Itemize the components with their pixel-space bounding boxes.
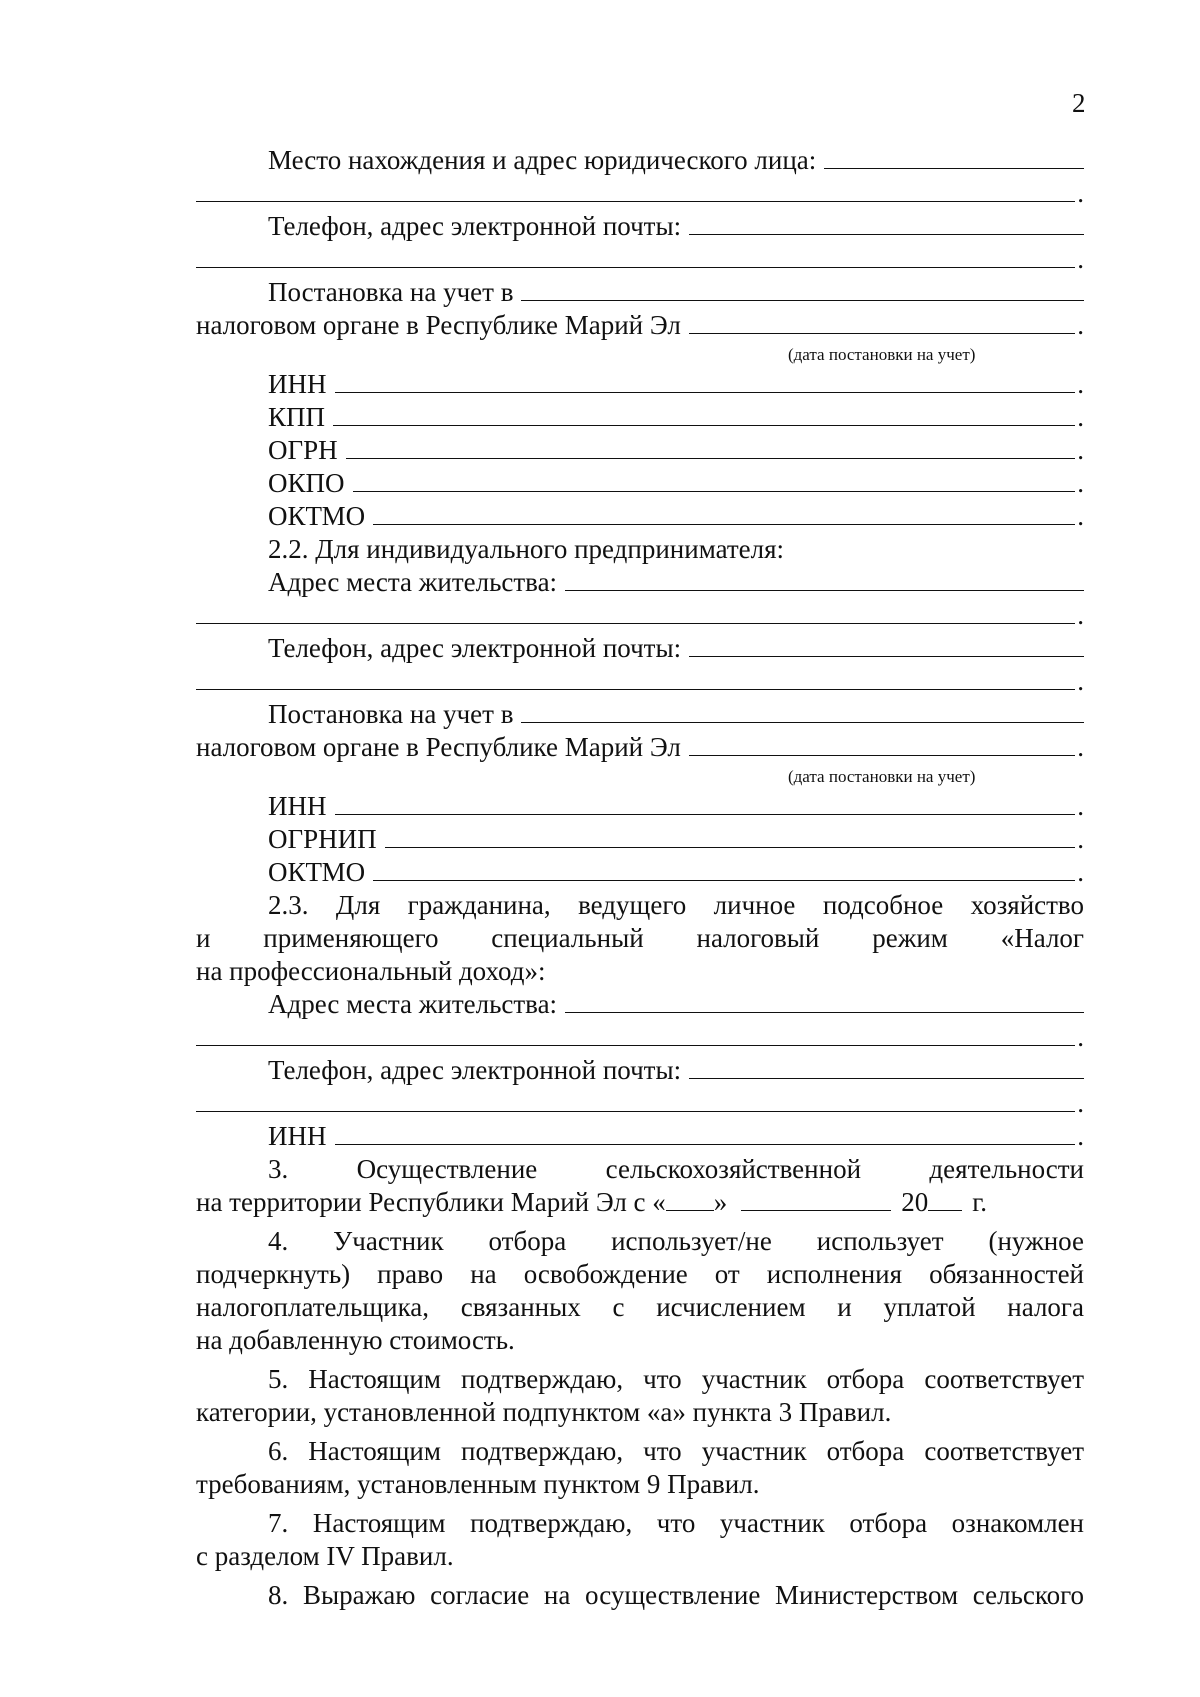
item-6-line-2: требованиям, установленным пунктом 9 Правил. <box>196 1469 760 1499</box>
le-ogrn-row: ОГРН . <box>268 435 1084 465</box>
citizen-heading-line-2: и применяющего специальный налоговый режим «Налог <box>196 923 1084 953</box>
item-4-line-2: подчеркнуть) право на освобождение от исполнения обязанностей <box>196 1259 1084 1289</box>
citizen-inn-label: ИНН <box>268 1121 327 1151</box>
le-kpp-label: КПП <box>268 402 326 432</box>
citizen-address-row-2: . <box>196 1021 1084 1054</box>
ie-taxreg-field[interactable] <box>521 700 1084 723</box>
item-7-line-2: с разделом IV Правил. <box>196 1541 454 1571</box>
le-address-field-2[interactable] <box>196 179 1075 202</box>
ie-oktmo-field[interactable] <box>373 858 1075 881</box>
ie-address-field[interactable] <box>565 568 1084 591</box>
item-3-line-1: 3. Осуществление сельскохозяйственной деятельности <box>268 1154 1084 1184</box>
le-address-row <box>196 144 1084 177</box>
citizen-phone-label: Телефон, адрес электронной почты: <box>268 1055 682 1085</box>
ie-oktmo-label: ОКТМО <box>268 857 366 887</box>
ie-taxreg-label-2: налоговом органе в Республике Марий Эл <box>196 732 681 762</box>
citizen-address-row <box>196 988 1084 1021</box>
citizen-phone-row <box>196 1054 1084 1087</box>
item-3-year-field[interactable] <box>928 1188 962 1211</box>
ie-ogrnip-row: ОГРНИП . <box>268 824 1084 854</box>
item-5-line-1: 5. Настоящим подтверждаю, что участник отбора соответствует <box>268 1364 1084 1394</box>
le-taxreg-date-field[interactable] <box>689 311 1075 334</box>
ie-oktmo-row: ОКТМО . <box>268 857 1084 887</box>
le-okpo-row: ОКПО . <box>268 468 1084 498</box>
le-phone-row-2: . <box>196 243 1084 276</box>
item-7-line-1: 7. Настоящим подтверждаю, что участник отбора ознакомлен <box>268 1508 1084 1538</box>
le-okpo-field[interactable] <box>353 469 1076 492</box>
le-taxreg-row <box>196 276 1084 309</box>
ie-phone-field-2[interactable] <box>196 667 1075 690</box>
form-body <box>196 144 1084 1612</box>
item-8-line-1: 8. Выражаю согласие на осуществление Министерством сельского <box>268 1580 1084 1610</box>
ie-address-row-2: . <box>196 599 1084 632</box>
le-address-label: Место нахождения и адрес юридического лица: <box>268 145 817 175</box>
le-ogrn-field[interactable] <box>346 436 1076 459</box>
citizen-phone-row-2: . <box>196 1087 1084 1120</box>
citizen-inn-row: ИНН . <box>268 1121 1084 1151</box>
item-3-text-a: на территории Республики Марий Эл с « <box>196 1187 666 1217</box>
le-inn-field[interactable] <box>335 370 1076 393</box>
le-oktmo-label: ОКТМО <box>268 501 366 531</box>
ie-ogrnip-field[interactable] <box>385 825 1076 848</box>
item-3-day-field[interactable] <box>666 1188 714 1211</box>
le-kpp-field[interactable] <box>333 403 1075 426</box>
le-taxreg-field[interactable] <box>521 278 1084 301</box>
ie-inn-field[interactable] <box>335 792 1076 815</box>
ie-inn-label: ИНН <box>268 791 327 821</box>
le-address-row-2: . <box>196 177 1084 210</box>
ie-taxreg-caption: (дата постановки на учет) <box>788 767 976 786</box>
le-taxreg-label: Постановка на учет в <box>268 277 514 307</box>
item-4-line-1: 4. Участник отбора использует/не использует (нужное <box>268 1226 1084 1256</box>
item-6-line-1: 6. Настоящим подтверждаю, что участник отбора соответствует <box>268 1436 1084 1466</box>
ie-phone-field[interactable] <box>689 634 1084 657</box>
ie-ogrnip-label: ОГРНИП <box>268 824 377 854</box>
ie-phone-row-2: . <box>196 665 1084 698</box>
le-taxreg-row-2: налоговом органе в Республике Марий Эл . <box>196 310 1084 340</box>
item-3-text-b: » <box>713 1187 728 1217</box>
le-inn-row: ИНН . <box>268 369 1084 399</box>
item-3-month-field[interactable] <box>741 1188 891 1211</box>
le-address-field[interactable] <box>824 146 1084 169</box>
citizen-heading-line-1: 2.3. Для гражданина, ведущего личное подсобное хозяйство <box>268 890 1084 920</box>
le-ogrn-label: ОГРН <box>268 435 338 465</box>
ie-inn-row: ИНН . <box>268 791 1084 821</box>
le-taxreg-caption: (дата постановки на учет) <box>788 345 976 364</box>
item-3-text-d: г. <box>972 1187 988 1217</box>
ie-taxreg-label: Постановка на учет в <box>268 699 514 729</box>
page-number: 2 <box>1072 88 1086 118</box>
citizen-address-field-2[interactable] <box>196 1023 1075 1046</box>
le-phone-label: Телефон, адрес электронной почты: <box>268 211 682 241</box>
le-phone-row <box>196 210 1084 243</box>
citizen-heading-line-3: на профессиональный доход»: <box>196 956 546 986</box>
ie-heading: 2.2. Для индивидуального предпринимателя: <box>268 534 785 564</box>
citizen-address-label: Адрес места жительства: <box>268 989 558 1019</box>
citizen-phone-field-2[interactable] <box>196 1089 1075 1112</box>
item-5-line-2: категории, установленной подпунктом «а» пункта 3 Правил. <box>196 1397 892 1427</box>
le-okpo-label: ОКПО <box>268 468 345 498</box>
le-oktmo-row: ОКТМО . <box>268 501 1084 531</box>
le-phone-field-2[interactable] <box>196 245 1075 268</box>
item-4-line-3: налогоплательщика, связанных с исчислением и уплатой налога <box>196 1292 1084 1322</box>
citizen-phone-field[interactable] <box>689 1056 1084 1079</box>
citizen-address-field[interactable] <box>565 990 1084 1013</box>
le-inn-label: ИНН <box>268 369 327 399</box>
ie-address-row <box>196 566 1084 599</box>
le-kpp-row: КПП . <box>268 402 1084 432</box>
citizen-inn-field[interactable] <box>335 1122 1076 1145</box>
item-3-text-c: 20 <box>901 1187 929 1217</box>
ie-address-label: Адрес места жительства: <box>268 567 558 597</box>
ie-phone-label: Телефон, адрес электронной почты: <box>268 633 682 663</box>
item-4-line-4: на добавленную стоимость. <box>196 1325 515 1355</box>
ie-taxreg-date-field[interactable] <box>689 733 1075 756</box>
ie-address-field-2[interactable] <box>196 601 1075 624</box>
le-oktmo-field[interactable] <box>373 502 1075 525</box>
le-phone-field[interactable] <box>689 212 1084 235</box>
item-3-line-2 <box>196 1186 1084 1219</box>
ie-phone-row <box>196 632 1084 665</box>
le-taxreg-label-2: налоговом органе в Республике Марий Эл <box>196 310 681 340</box>
ie-taxreg-row <box>196 698 1084 731</box>
ie-taxreg-row-2: налоговом органе в Республике Марий Эл . <box>196 732 1084 762</box>
